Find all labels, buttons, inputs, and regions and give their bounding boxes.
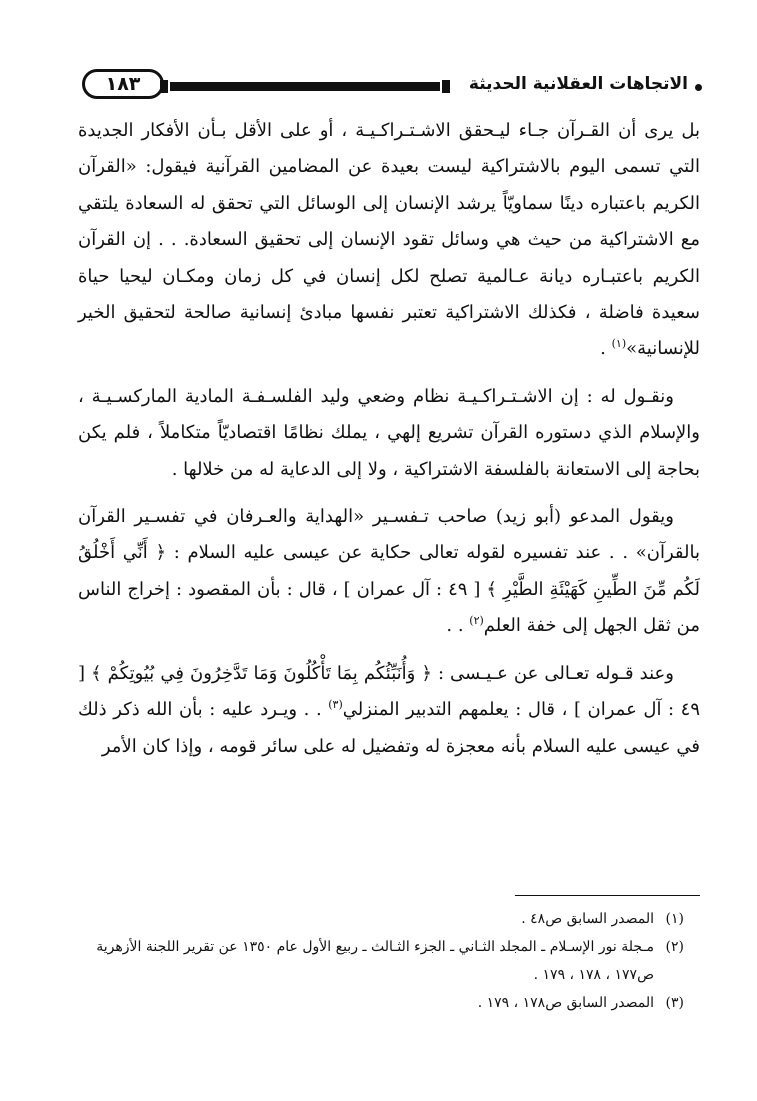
footnote-number: (٣) — [665, 995, 684, 1011]
footnote-number: (٢) — [665, 939, 684, 955]
footnote-text: المصدر السابق ص١٧٨ ، ١٧٩ . — [477, 995, 654, 1011]
paragraph-4 — [78, 656, 700, 765]
footnote-number: (١) — [665, 911, 684, 927]
footnote-2 — [64, 933, 684, 989]
footnote-text: المصدر السابق ص٤٨ . — [521, 911, 654, 927]
footnote-separator — [515, 895, 700, 896]
main-text — [78, 113, 700, 765]
paragraph-text: . . — [446, 615, 470, 637]
footnote-ref-2[interactable]: (٢) — [469, 614, 484, 628]
paragraph-text: بل يرى أن القـرآن جـاء ليـحقق الاشـتـراكـيـة ، أو على الأقل بـأن الأفكار الجديدة التي تسمى اليوم بالاشتراكية ليست بعيدة عن المضامين القرآنية فيقول: «القرآن الكريم باعتباره دينًا سماويّاً يرشد الإنسان إلى الوسائل التي تحقق له السعادة يلتقي مع الاشتراكية من حيث هي وسائل تقود الإنسان إلى تحقيق السعادة. . . إن القرآن الكريم باعتبـاره ديانة عـالمية تصلح لكل إنسان في كل زمان ومكـان ليحيا حياة سعيدة فاضلة ، فكذلك الاشتراكية تعتبر نفسها مبادئ إنسانية صالحة لتحقيق الخير للإنسانية» — [78, 120, 700, 360]
page-header — [74, 68, 702, 108]
paragraph-text: . — [600, 338, 612, 360]
paragraph-text: ونقـول له : إن الاشـتـراكـيـة نظام وضعي وليد الفلسـفـة المادية الماركسـيـة ، والإسلام الذي دستوره القرآن تشريع إلهي ، يملك نظامًا اقتصاديّاً متكاملاً ، فلم يكن بحاجة إلى الاستعانة بالفلسفة الاشتراكية ، ولا إلى الدعاية له من خلالها . — [78, 385, 700, 480]
page-number: ١٨٣ — [82, 69, 164, 99]
footnote-1 — [64, 905, 684, 933]
paragraph-text: . . ويـرد عليه : بأن الله ذكر ذلك في عيسى عليه السلام بأنه معجزة له وتفضيل له على سائر قومه ، وإذا كان الأمر — [78, 699, 700, 757]
header-rule — [170, 82, 440, 91]
paragraph-text: وعند قـوله تعـالى عن عـيـسى : ﴿ وَأُنَبِّئُكُم بِمَا تَأْكُلُونَ وَمَا تَدَّخِرُونَ فِي بُيُوتِكُمْ ﴾ [ ٤٩ : آل عمران ] ، قال : يعلمهم التدبير المنزلي — [78, 662, 700, 721]
footnote-text: مـجلة نور الإسـلام ـ المجلد الثـاني ـ الجزء الثـالث ـ ربيع الأول عام ١٣٥٠ عن تقرير اللجنة الأزهرية ص١٧٧ ، ١٧٨ ، ١٧٩ . — [96, 939, 654, 983]
header-bullet — [695, 84, 702, 91]
paragraph-1 — [78, 113, 700, 368]
footnote-3 — [64, 989, 684, 1017]
paragraph-2 — [78, 379, 700, 488]
footnote-ref-3[interactable]: (٣) — [328, 698, 343, 712]
running-title: الاتجاهات العقلانية الحديثة — [468, 74, 688, 94]
footnote-ref-1[interactable]: (١) — [611, 337, 627, 351]
footnotes — [64, 905, 684, 1017]
paragraph-3 — [78, 499, 700, 645]
paragraph-text: ويقول المدعو (أبو زيد) صاحب تـفسـير «الهداية والعـرفان في تفسـير القرآن بالقرآن» . . عند تفسيره لقوله تعالى حكاية عن عيسى عليه السلام : ﴿ أَنِّي أَخْلُقُ لَكُم مِّنَ الطِّينِ كَهَيْئَةِ الطَّيْرِ ﴾ [ ٤٩ : آل عمران ] ، قال : بأن المقصود : إخراج الناس من ثقل الجهل إلى خفة العلم — [78, 506, 701, 637]
